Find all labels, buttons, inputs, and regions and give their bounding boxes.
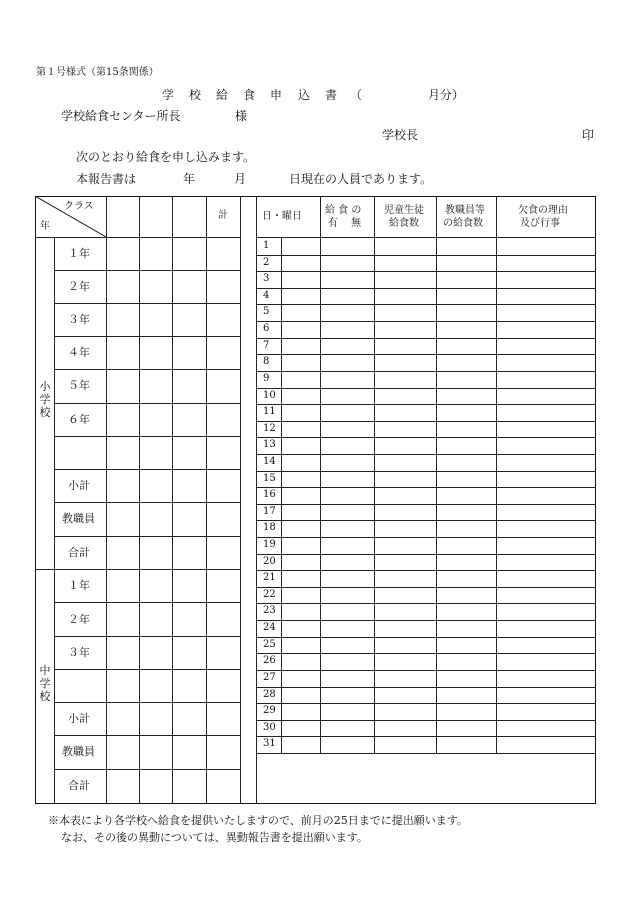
row-rule <box>54 636 240 637</box>
day-number: 20 <box>263 556 276 567</box>
junior-high-label: 中学校 <box>39 664 51 703</box>
row-label: 合計 <box>68 546 90 559</box>
day-row-rule <box>256 487 596 488</box>
row-label: 教職員 <box>62 512 95 525</box>
col-rule <box>172 196 173 804</box>
row-rule <box>54 403 240 404</box>
day-row-rule <box>256 471 596 472</box>
day-row-rule <box>256 537 596 538</box>
day-number: 7 <box>263 340 270 351</box>
title-char: 校 <box>189 88 202 102</box>
row-label: 合計 <box>68 779 90 792</box>
addressee: 学校給食センター所長 <box>61 109 181 123</box>
row-rule <box>54 436 240 437</box>
class-header: クラス <box>64 201 94 212</box>
day-number: 11 <box>263 406 276 417</box>
row-label: ２年 <box>68 613 90 626</box>
row-rule <box>54 669 240 670</box>
row-rule <box>54 536 240 537</box>
report-year: 年 <box>183 172 196 186</box>
staff-header: 教職員等 <box>445 205 485 216</box>
day-number: 25 <box>263 639 276 650</box>
meal-header-2: 有 無 <box>328 218 362 229</box>
honorific: 様 <box>235 109 248 123</box>
day-row-rule <box>256 570 596 571</box>
day-row-rule <box>256 670 596 671</box>
day-row-rule <box>256 603 596 604</box>
row-rule <box>54 769 240 770</box>
title-char: 給 <box>216 88 229 102</box>
day-number: 30 <box>263 722 276 733</box>
row-label: ３年 <box>68 646 90 659</box>
day-number: 9 <box>263 373 270 384</box>
col-rule <box>106 196 107 804</box>
meal-header: 給 食 の <box>325 205 362 216</box>
day-row-rule <box>256 371 596 372</box>
row-rule <box>54 502 240 503</box>
day-number: 8 <box>263 356 270 367</box>
day-row-rule <box>256 587 596 588</box>
day-number: 5 <box>263 306 270 317</box>
title-char: 込 <box>298 88 311 102</box>
day-row-rule <box>256 504 596 505</box>
title-char: 食 <box>243 88 256 102</box>
col-rule <box>240 196 241 804</box>
day-row-rule <box>256 736 596 737</box>
staff-header-2: の給食数 <box>443 218 483 229</box>
title-char: 申 <box>270 88 283 102</box>
day-row-rule <box>256 338 596 339</box>
day-number: 16 <box>263 489 276 500</box>
report-month: 月 <box>234 172 247 186</box>
title-char: （ <box>350 88 363 102</box>
day-row-rule <box>256 271 596 272</box>
row-label: ５年 <box>68 379 90 392</box>
title-char: 書 <box>325 88 338 102</box>
day-number: 22 <box>263 589 276 600</box>
row-rule <box>54 602 240 603</box>
day-number: 6 <box>263 323 270 334</box>
days-bottom-rule <box>256 753 596 754</box>
row-rule <box>54 735 240 736</box>
row-label: １年 <box>68 579 90 592</box>
day-number: 4 <box>263 290 270 301</box>
day-number: 17 <box>263 506 276 517</box>
date-header: 日・曜日 <box>262 211 302 222</box>
day-number: 21 <box>263 572 276 583</box>
day-number: 27 <box>263 672 276 683</box>
school-col-rule <box>54 237 55 804</box>
day-number: 10 <box>263 390 276 401</box>
report-prefix: 本報告書は <box>76 172 137 186</box>
title-char: 学 <box>162 88 175 102</box>
day-row-rule <box>256 304 596 305</box>
day-number: 12 <box>263 423 276 434</box>
reason-header-2: 及び行事 <box>520 218 560 229</box>
day-number: 1 <box>263 240 270 251</box>
row-label: ２年 <box>68 280 90 293</box>
day-row-rule <box>256 288 596 289</box>
right-header-rule <box>256 237 596 238</box>
day-number: 31 <box>263 738 276 749</box>
request-text: 次のとおり給食を申し込みます。 <box>76 150 256 164</box>
day-number: 24 <box>263 622 276 633</box>
day-number: 28 <box>263 689 276 700</box>
day-row-rule <box>256 421 596 422</box>
day-row-rule <box>256 437 596 438</box>
day-number: 29 <box>263 705 276 716</box>
day-number: 13 <box>263 439 276 450</box>
row-rule <box>54 702 240 703</box>
students-header-2: 給食数 <box>389 218 419 229</box>
day-number: 19 <box>263 539 276 550</box>
students-header: 児童生徒 <box>384 205 424 216</box>
form-number: 第１号様式（第15条関係） <box>36 67 159 78</box>
col-rule <box>281 237 282 753</box>
day-row-rule <box>256 354 596 355</box>
principal-label: 学校長 <box>382 128 419 142</box>
day-number: 23 <box>263 605 276 616</box>
day-row-rule <box>256 388 596 389</box>
day-row-rule <box>256 554 596 555</box>
report-suffix: 日現在の人員であります。 <box>289 172 433 186</box>
day-row-rule <box>256 255 596 256</box>
footer-note-2: なお、その後の異動については、異動報告書を提出願います。 <box>61 831 368 844</box>
row-label: １年 <box>68 247 90 260</box>
row-rule <box>54 270 240 271</box>
day-row-rule <box>256 620 596 621</box>
total-header: 計 <box>218 210 228 221</box>
day-number: 26 <box>263 655 276 666</box>
day-row-rule <box>256 653 596 654</box>
row-label: 教職員 <box>62 745 95 758</box>
row-label: ３年 <box>68 313 90 326</box>
reason-header: 欠食の理由 <box>518 205 568 216</box>
seal-mark: 印 <box>582 128 595 142</box>
row-rule <box>54 469 240 470</box>
elementary-school-label: 小学校 <box>39 380 51 419</box>
row-rule <box>54 303 240 304</box>
day-number: 15 <box>263 473 276 484</box>
day-row-rule <box>256 520 596 521</box>
row-label: ４年 <box>68 346 90 359</box>
row-label: ６年 <box>68 413 90 426</box>
day-number: 18 <box>263 522 276 533</box>
row-rule <box>54 369 240 370</box>
day-row-rule <box>256 404 596 405</box>
row-rule <box>54 336 240 337</box>
section-divider <box>35 569 240 570</box>
day-number: 2 <box>263 257 270 268</box>
day-row-rule <box>256 703 596 704</box>
col-rule <box>139 196 140 804</box>
day-number: 3 <box>263 273 270 284</box>
footer-note-1: ※本表により各学校へ給食を提供いたしますので、前月の25日までに提出願います。 <box>48 814 468 827</box>
day-row-rule <box>256 321 596 322</box>
title-char: 月分） <box>428 88 465 102</box>
day-row-rule <box>256 720 596 721</box>
year-header: 年 <box>40 221 50 232</box>
day-row-rule <box>256 687 596 688</box>
day-row-rule <box>256 637 596 638</box>
col-rule <box>206 196 207 804</box>
day-row-rule <box>256 454 596 455</box>
row-label: 小計 <box>68 712 90 725</box>
day-number: 14 <box>263 456 276 467</box>
row-label: 小計 <box>68 479 90 492</box>
